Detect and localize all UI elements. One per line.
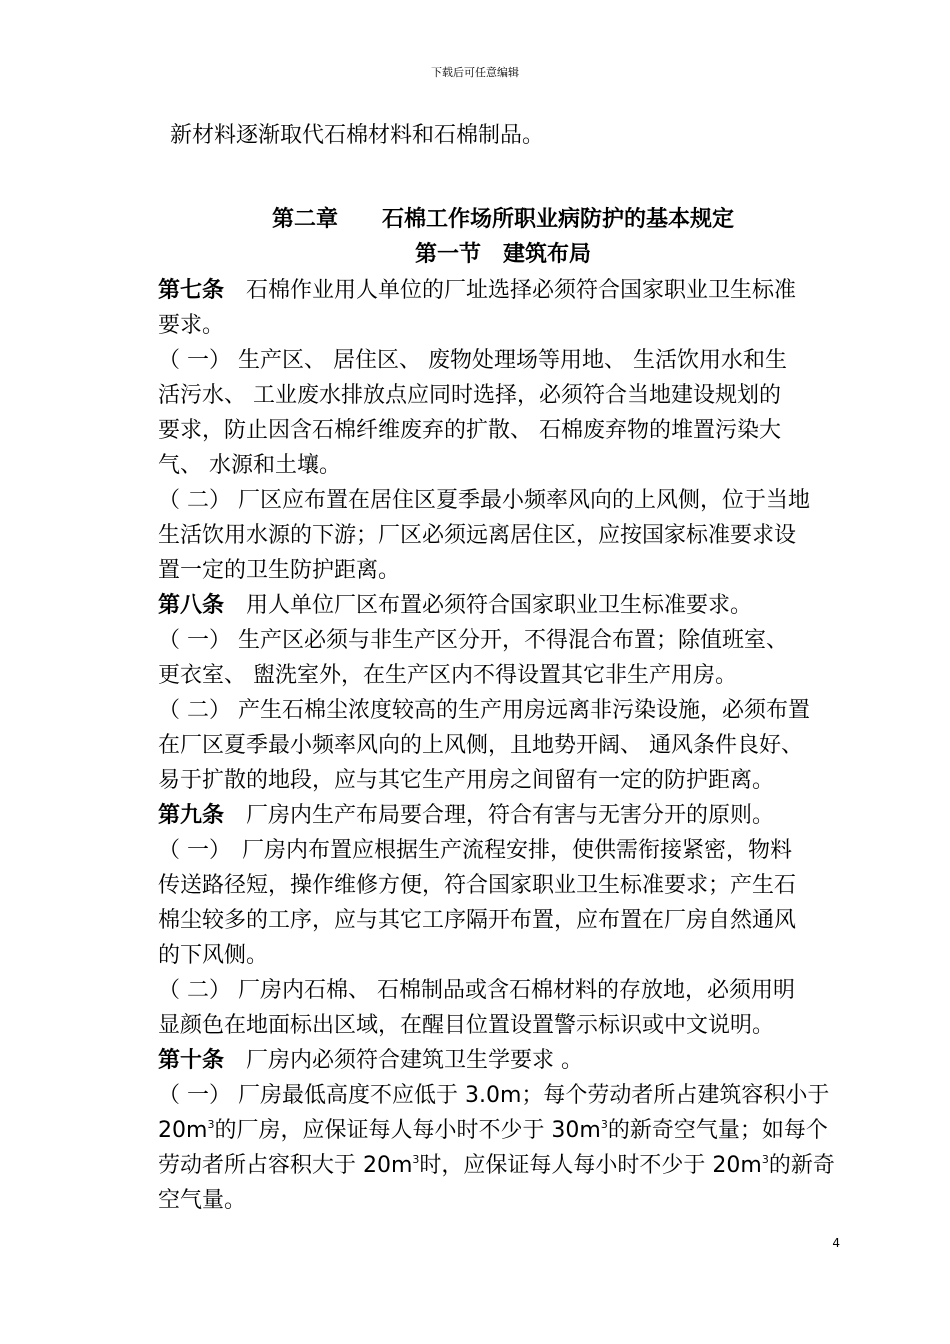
volume-text: 的厂房，应保证每人每小时不少于 30m [214,1118,601,1143]
article-9-line: （ 二） 厂房内石棉、 石棉制品或含石棉材料的存放地，必须用明 [158,978,795,1003]
chapter-title: 第二章 石棉工作场所职业病防护的基本规定 [271,207,734,232]
superscript-three: 3 [761,1153,769,1166]
superscript-three: 3 [600,1118,608,1131]
article-7-line: 要求，防止因含石棉纤维废弃的扩散、 石棉废弃物的堆置污染大 [158,418,781,443]
article-8-text: 用人单位厂区布置必须符合国家职业卫生标准要求。 [224,593,753,618]
article-9-label: 第九条 [158,803,225,828]
article-8-line: 易于扩散的地段，应与其它生产用房之间留有一定的防护距离。 [158,768,775,793]
article-9-line: 的下风侧。 [158,943,269,968]
article-7-line: 要求。 [158,313,225,338]
article-7-line: 生活饮用水源的下游；厂区必须远离居住区，应按国家标准要求设 [158,523,797,548]
article-10-line [158,1046,583,1076]
header-note: 下载后可任意编辑 [431,66,519,79]
volume-text: 的新奇空气量；如每个 [607,1118,828,1143]
article-10-line: 空气量。 [158,1188,247,1213]
article-8-label: 第八条 [158,593,225,618]
article-10-line: （ 一） 厂房最低高度不应低于 3.0m；每个劳动者所占建筑容积小于 [158,1083,830,1108]
article-7-line: 气、 水源和土壤。 [158,453,341,478]
section-title: 第一节 建筑布局 [414,242,591,267]
article-9-line: 棉尘较多的工序，应与其它工序隔开布置，应布置在厂房自然通风 [158,908,797,933]
volume-value: 20m [158,1118,208,1143]
article-7-line: 活污水、 工业废水排放点应同时选择，必须符合当地建设规划的 [158,383,781,408]
article-10-line [158,1151,835,1181]
article-9-line: 传送路径短，操作维修方便，符合国家职业卫生标准要求；产生石 [158,873,797,898]
article-7-line: 置一定的卫生防护距离。 [158,558,401,583]
volume-text: 的新奇 [768,1153,835,1178]
article-8-line: （ 二） 产生石棉尘浓度较高的生产用房远离非污染设施，必须布置 [158,698,810,723]
article-10-line [158,1116,828,1146]
page-number: 4 [832,1236,840,1250]
article-7-line: （ 一） 生产区、 居住区、 废物处理场等用地、 生活饮用水和生 [158,348,787,373]
article-7-line [158,276,796,306]
article-7-label: 第七条 [158,278,225,303]
superscript-three: 3 [412,1153,420,1166]
article-7-line: （ 二） 厂区应布置在居住区夏季最小频率风向的上风侧，位于当地 [158,488,810,513]
article-8-line [158,591,752,621]
article-7-text: 石棉作业用人单位的厂址选择必须符合国家职业卫生标准 [224,278,797,303]
volume-text: 劳动者所占容积大于 20m [158,1153,413,1178]
volume-text: 时，应保证每人每小时不少于 20m [419,1153,762,1178]
article-9-line: 显颜色在地面标出区域，在醒目位置设置警示标识或中文说明。 [158,1013,775,1038]
intro-line: 新材料逐渐取代石棉材料和石棉制品。 [170,123,545,148]
article-8-line: 更衣室、 盥洗室外，在生产区内不得设置其它非生产用房。 [158,663,737,688]
article-9-line [158,801,774,831]
superscript-three: 3 [207,1118,215,1131]
article-9-text: 厂房内生产布局要合理，符合有害与无害分开的原则。 [224,803,775,828]
article-10-label: 第十条 [158,1048,225,1073]
article-8-line: 在厂区夏季最小频率风向的上风侧，且地势开阔、 通风条件良好、 [158,733,803,758]
article-8-line: （ 一） 生产区必须与非生产区分开，不得混合布置；除值班室、 [158,628,788,653]
article-10-text: 厂房内必须符合建筑卫生学要求 。 [224,1048,584,1073]
article-9-line: （ 一） 厂房内布置应根据生产流程安排，使供需衔接紧密，物料 [158,838,792,863]
